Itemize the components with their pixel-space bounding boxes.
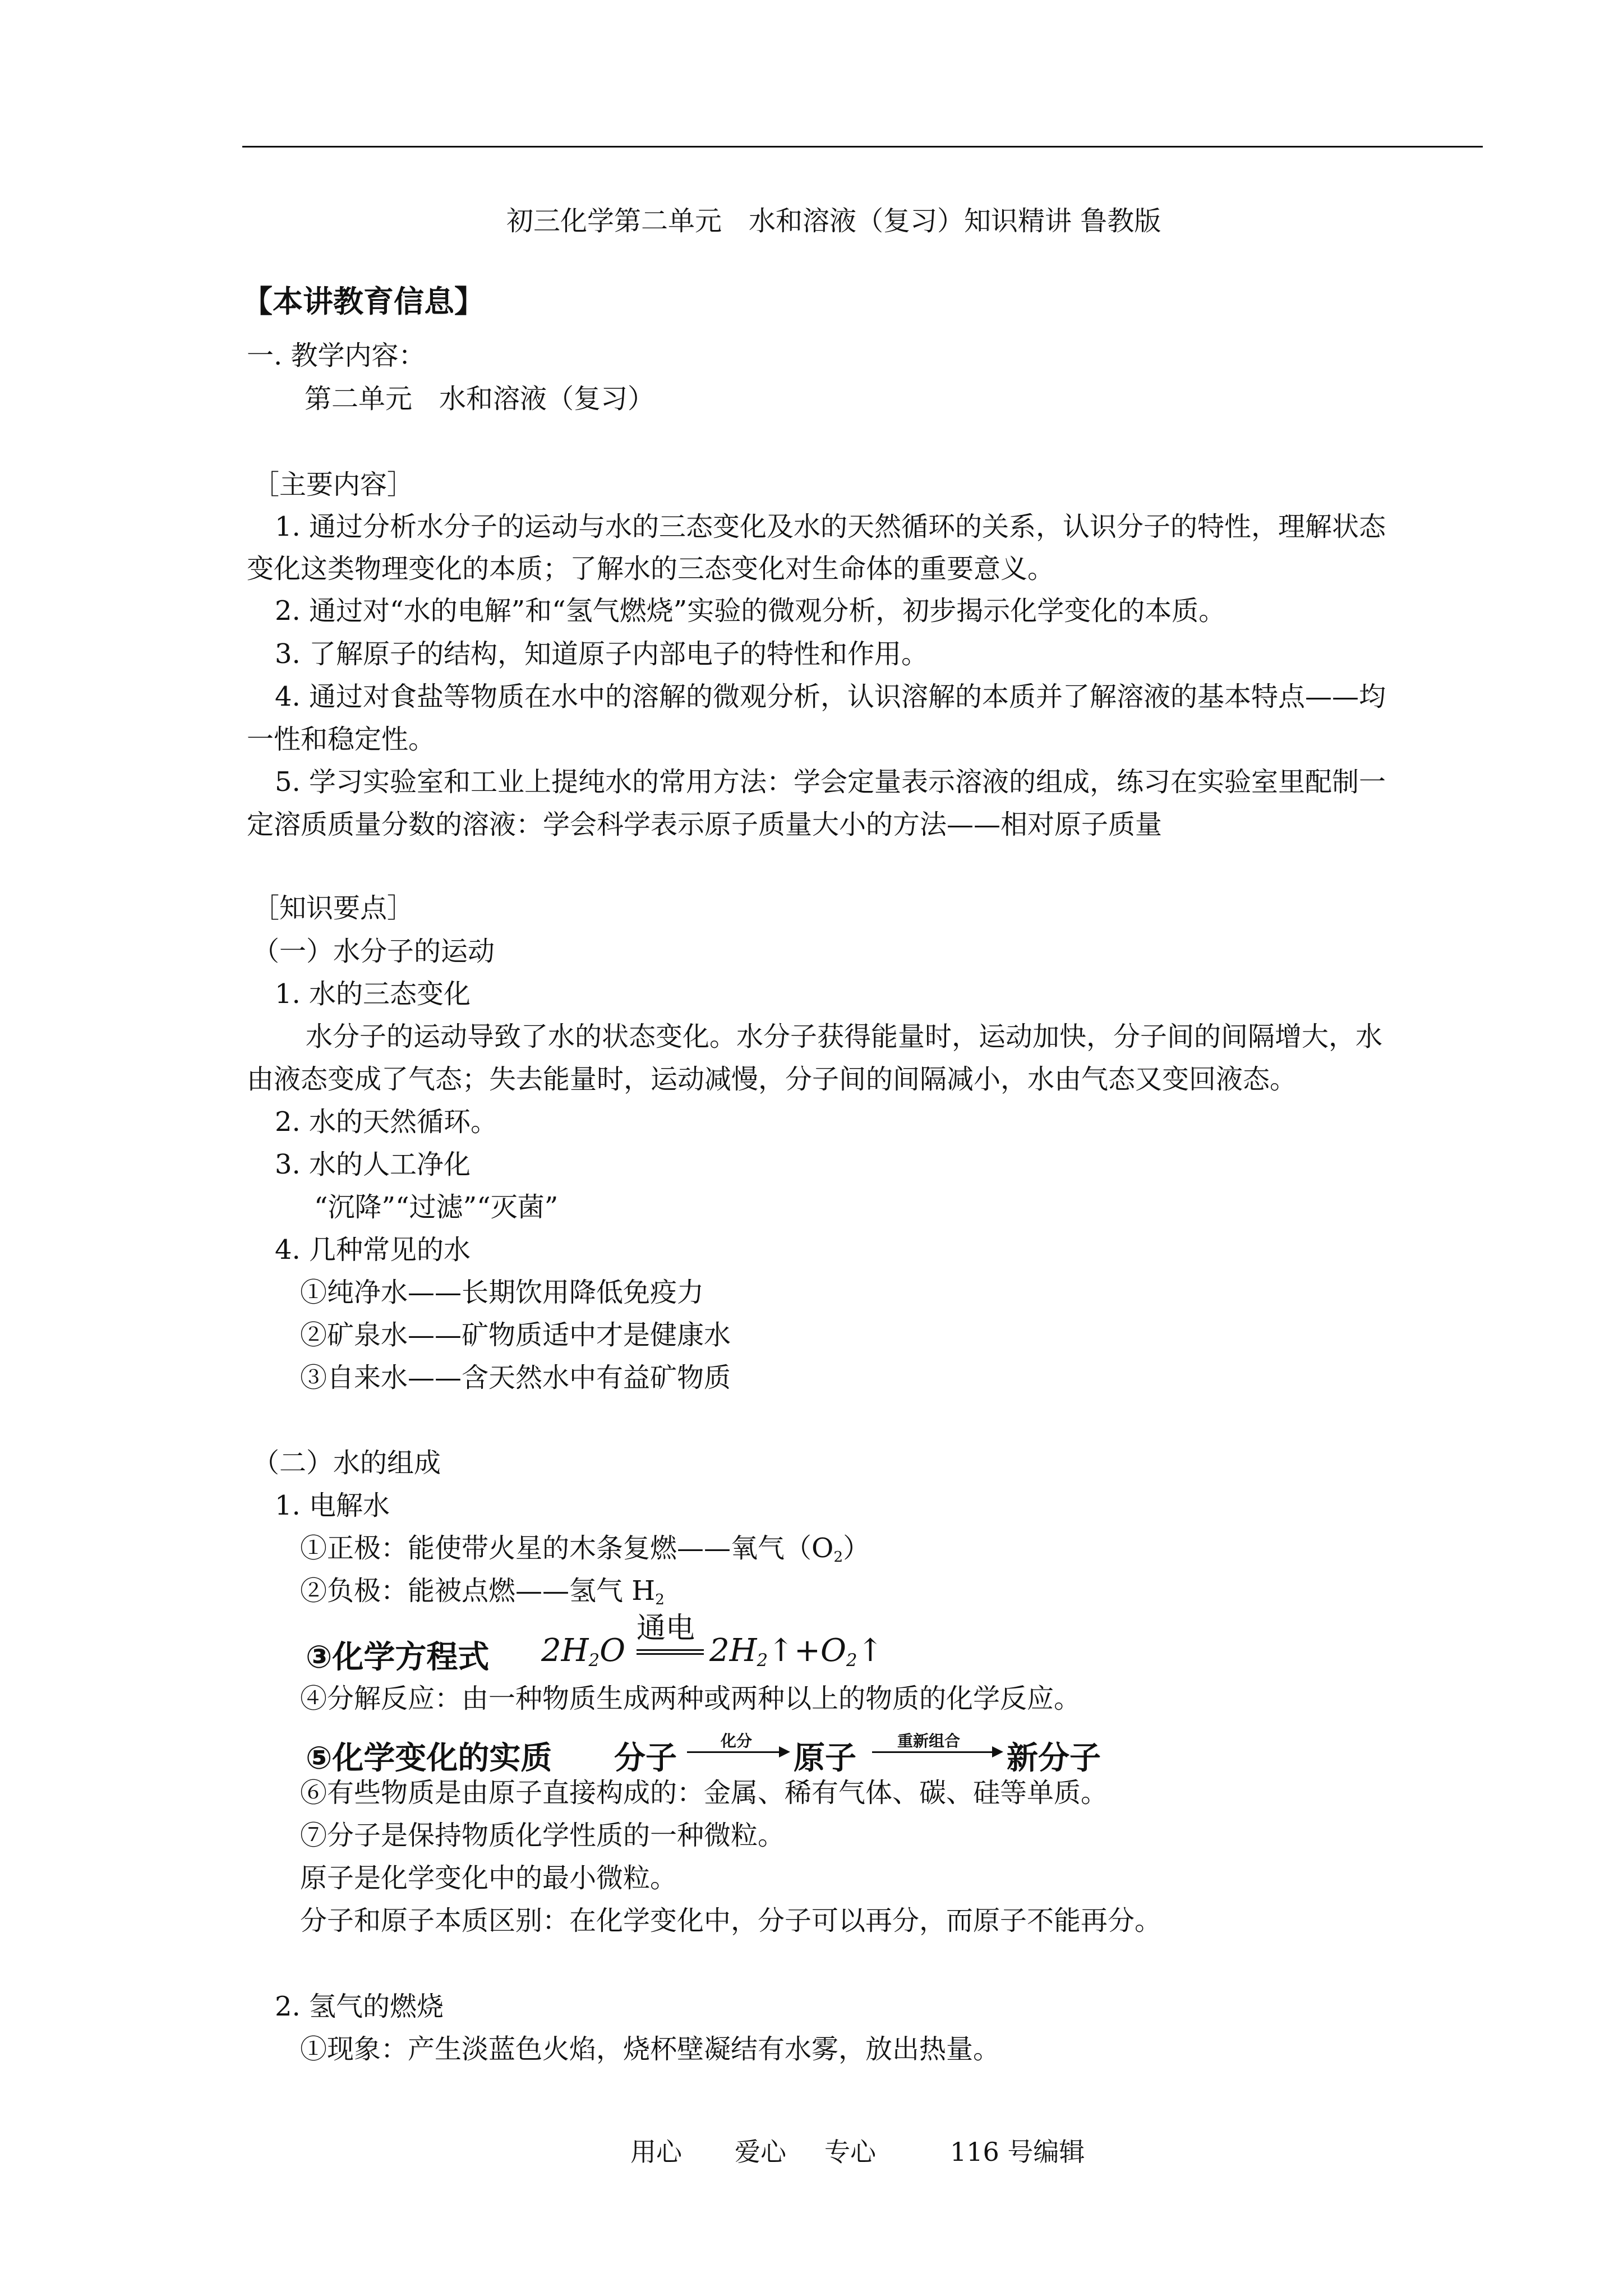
page-title: 初三化学第二单元 水和溶液（复习）知识精讲 鲁教版 <box>506 205 1161 237</box>
part1-line: 由液态变成了气态；失去能量时，运动减慢，分子间的间隔减小，水由气态又变回液态。 <box>247 1064 1297 1095</box>
arrow2-label: 重新组合 <box>897 1732 961 1750</box>
part1-line: 4. 几种常见的水 <box>275 1234 471 1266</box>
arrow2-icon <box>872 1751 1001 1753</box>
equation-label: ③化学方程式 <box>306 1639 490 1676</box>
part1-line: 水分子的运动导致了水的状态变化。水分子获得能量时，运动加快，分子间的间隔增大，水 <box>306 1021 1383 1052</box>
part2-heading: （二）水的组成 <box>252 1447 441 1479</box>
anode-line: ①正极：能使带火星的木条复燃——氧气$(O_2)$ <box>300 1533 870 1566</box>
main-line: 1. 通过分析水分子的运动与水的三态变化及水的天然循环的关系，认识分子的特性，理解状态 <box>275 511 1386 542</box>
main-line: 5. 学习实验室和工业上提纯水的常用方法：学会定量表示溶液的组成，练习在实验室里配制一 <box>275 766 1386 798</box>
phenomenon-line: ①现象：产生淡蓝色火焰，烧杯壁凝结有水雾，放出热量。 <box>300 2033 1000 2065</box>
footer-word: 专心 <box>824 2137 876 2167</box>
main-line: 3. 了解原子的结构，知道原子内部电子的特性和作用。 <box>275 638 929 670</box>
equation-products: $2H_2↑+O_2↑$ <box>709 1632 884 1671</box>
main-line: 定溶质质量分数的溶液：学会科学表示原子质量大小的方法——相对原子质量 <box>247 809 1163 840</box>
part1-line: ③自来水——含天然水中有益矿物质 <box>300 1362 731 1393</box>
equation-equals <box>637 1649 704 1655</box>
decomposition-line: ④分解反应：由一种物质生成两种或两种以上的物质的化学反应。 <box>300 1683 1081 1714</box>
electrolysis-item: 1. 电解水 <box>275 1490 390 1521</box>
part1-line: ①纯净水——长期饮用降低免疫力 <box>300 1277 704 1308</box>
arrow1-icon <box>687 1751 788 1753</box>
header-rule <box>242 146 1483 148</box>
footer-word: 爱心 <box>735 2137 786 2167</box>
teaching-content: 第二单元 水和溶液（复习） <box>305 383 655 415</box>
footer-editor: 116 号编辑 <box>950 2137 1085 2167</box>
arrow1-label: 化分 <box>721 1732 753 1750</box>
part2-line: 原子是化学变化中的最小微粒。 <box>300 1862 677 1894</box>
part1-line: 3. 水的人工净化 <box>275 1149 471 1180</box>
part1-heading: （一）水分子的运动 <box>252 936 495 967</box>
main-line: 4. 通过对食盐等物质在水中的溶解的微观分析，认识溶解的本质并了解溶液的基本特点——均 <box>275 681 1386 712</box>
cathode-line: ②负极：能被点燃——氢气 $H_2$ <box>300 1575 665 1608</box>
teaching-label: 一. 教学内容： <box>247 340 426 371</box>
part1-line: “沉降”“过滤”“灭菌” <box>314 1191 559 1223</box>
main-line: 变化这类物理变化的本质；了解水的三态变化对生命体的重要意义。 <box>247 553 1055 585</box>
main-content-heading: ［主要内容］ <box>252 469 414 500</box>
equation-reactant: $2H_2O$ <box>541 1632 626 1671</box>
main-line: 一性和稳定性。 <box>247 724 436 755</box>
essence-molecule: 分子 <box>614 1740 677 1777</box>
footer-word: 用心 <box>630 2137 682 2167</box>
part1-line: ②矿泉水——矿物质适中才是健康水 <box>300 1319 731 1351</box>
essence-new-molecule: 新分子 <box>1007 1740 1101 1777</box>
knowledge-heading: ［知识要点］ <box>252 892 414 924</box>
essence-atom: 原子 <box>794 1740 856 1777</box>
main-line: 2. 通过对“水的电解”和“氢气燃烧”实验的微观分析，初步揭示化学变化的本质。 <box>275 595 1226 627</box>
part1-line: 1. 水的三态变化 <box>275 978 471 1010</box>
part1-line: 2. 水的天然循环。 <box>275 1106 498 1138</box>
part2-line: ⑥有些物质是由原子直接构成的：金属、稀有气体、碳、硅等单质。 <box>300 1777 1108 1809</box>
section-heading: 【本讲教育信息】 <box>242 283 485 319</box>
hydrogen-combustion-item: 2. 氢气的燃烧 <box>275 1991 444 2022</box>
equation-condition: 通电 <box>637 1612 695 1645</box>
essence-label: ⑤化学变化的实质 <box>306 1740 552 1777</box>
part2-line: ⑦分子是保持物质化学性质的一种微粒。 <box>300 1820 785 1851</box>
part2-line: 分子和原子本质区别：在化学变化中，分子可以再分，而原子不能再分。 <box>300 1905 1162 1936</box>
